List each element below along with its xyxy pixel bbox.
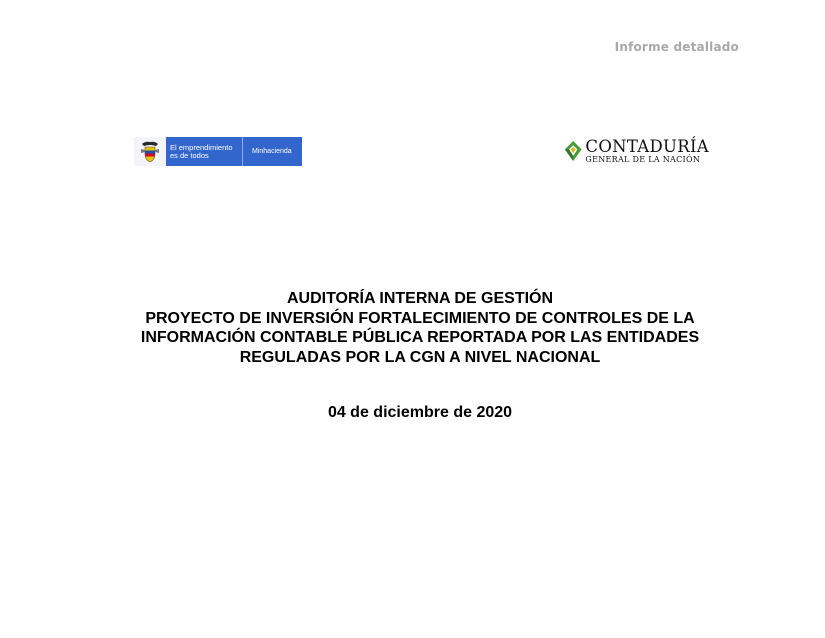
document-date: 04 de diciembre de 2020 (327, 404, 513, 421)
cgn-sub-text: GENERAL DE LA NACIÓN (585, 155, 701, 164)
cgn-main-text: CONTADURÍA (585, 137, 709, 156)
document-title (100, 289, 740, 367)
title-line-4: REGULADAS POR LA CGN A NIVEL NACIONAL (239, 348, 601, 366)
cgn-emblem-icon (564, 138, 582, 164)
cgn-wordmark (585, 138, 709, 164)
title-line-1: AUDITORÍA INTERNA DE GESTIÓN (286, 290, 554, 307)
header-label: Informe detallado (614, 40, 739, 54)
slogan-line-2: es de todos (170, 151, 209, 160)
minhacienda-logo (134, 137, 302, 166)
slogan-box (166, 137, 242, 166)
slogan-line-1: El emprendimiento (170, 143, 233, 152)
seal-box (134, 137, 166, 166)
title-line-3: INFORMACIÓN CONTABLE PÚBLICA REPORTADA POR LAS ENTIDADES (140, 329, 700, 346)
contaduria-logo (564, 136, 709, 166)
title-line-2: PROYECTO DE INVERSIÓN FORTALECIMIENTO DE CONTROLES DE LA (145, 309, 695, 327)
colombia-coat-of-arms-icon (140, 141, 160, 163)
ministry-name: Minhacienda (243, 137, 302, 166)
